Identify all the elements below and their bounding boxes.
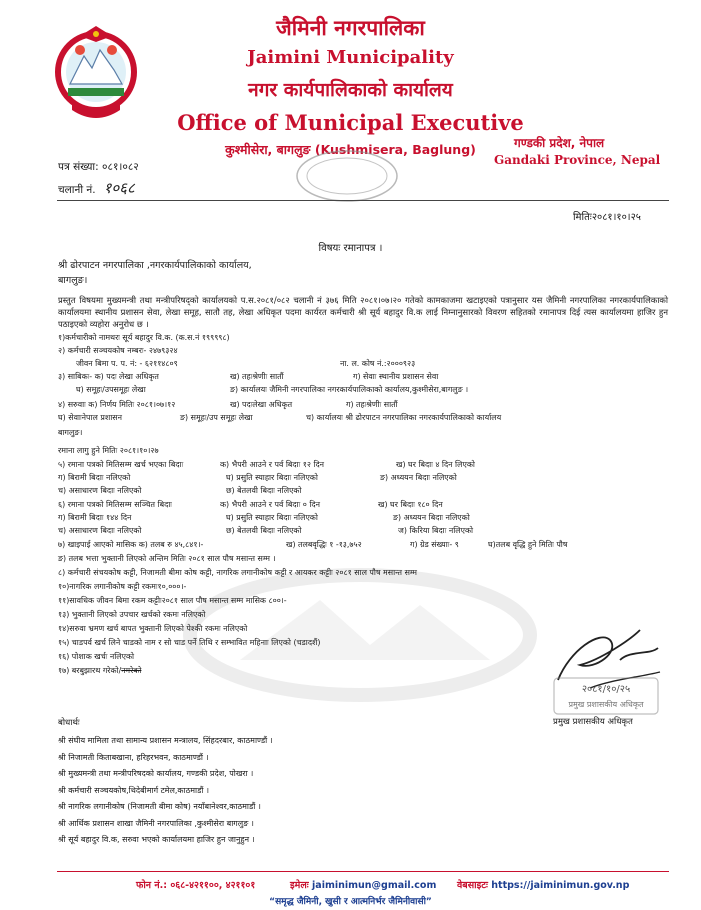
dispatch-label: चलानी नं. [58,184,96,196]
email-link[interactable]: jaiminimun@gmail.com [312,880,437,891]
detail-line [58,666,141,676]
signatory-title: प्रमुख प्रशासकीय अधिकृत [553,717,633,727]
detail-item: ४) सरुवाः क) निर्णय मितिः २०८१।०७।१२ [58,400,176,409]
detail-item: बागलुङ। [58,428,83,437]
signature-stamp-icon [552,676,660,716]
detail-item: घ) समूहः/उपसमूहः लेखा [76,385,146,394]
detail-item: ग) ग्रेड संख्याः- ९ [410,540,459,549]
detail-item: ग) सेवाः स्थानीय प्रशासन सेवा [353,372,439,381]
detail-line: ८) कर्मचारी संचयकोष कट्टी, निजामती बीमा कोष कट्टी, नागरिक लगानीकोष कट्टी र आयकर कट्टीः २०८१ साल पौष मसान्त सम्म [58,568,417,577]
handover-text: १७) बरबुझारथ गरेको/ [58,666,122,675]
detail-item: ना. ल. कोष नं.:२०००९२३ [340,359,416,368]
detail-item: ख) तहःश्रेणीः सातौं [230,372,284,381]
cc-item: श्री सूर्य बहादुर वि.क, सरुवा भएको कार्यालयमा हाजिर हुन जानुहुन । [58,835,255,844]
office-name-nepali: नगर कार्यपालिकाको कार्यालय [248,79,453,101]
province-english: Gandaki Province, Nepal [494,153,661,167]
cc-item: श्री निजामती किताबखाना, हरिहरभवन, काठमाण्डौं । [58,752,209,762]
province-nepali: गण्डकी प्रदेश, नेपाल [514,136,605,150]
website-label: वेबसाइटः [457,880,488,891]
stamp-title: प्रमुख प्रशासकीय अधिकृत [568,700,644,709]
detail-item: क) भैपरी आउने र पर्व बिदाः १२ दिन [220,460,325,469]
municipality-name-nepali: जैमिनी नगरपालिका [276,16,425,40]
detail-item: जीवन बिमा प. प. नं: - ६२११४८०९ [76,359,178,368]
body-paragraph: प्रस्तुत विषयमा मुख्यमन्त्री तथा मन्त्रीपरिषद्को कार्यालयको प.स.२०८१/०८२ चलानी नं ३७६ मिति २०८१।०७।२० गतेको कामकाजमा खटाइएको पत्रानुसार यस जैमिनी नगरपालिका नगरकार्यपालिकाको कार्यालयमा स्थानीय प्रशासन सेवा, लेखा समूह, सातौ तह, लेखा अधिकृत पदमा कार्यरत कर्मचारी श्री सूर्य बहादुर वि.क लाई निम्नानुसारको विवरण सहितको रमानापत्र दिई त्यस कार्यालयमा हाजिर हुन पठाइएको व्यहोरा अनुरोध छ । [58,295,668,330]
municipality-name-english: Jaimini Municipality [247,47,454,68]
footer-phone: फोन नं.: ०६८-४२११००, ४२११०१ [136,880,256,891]
detail-item: ङ) अध्ययन बिदाः नलिएको [380,473,457,482]
footer-email [290,878,436,891]
detail-line: १०)नागरिक लगानीकोष कट्टी रकमः१०,०००।- [58,582,187,591]
detail-item: ख) तलबवृद्धिः १ -१३,७५२ [286,540,362,549]
footer-divider [57,871,669,872]
dispatch-number [58,178,135,198]
office-seal-icon [292,148,402,204]
detail-item: ग) बिरामी बिदाः नलिएको [58,473,131,482]
detail-item: ५) रमाना पत्रको मितिसम्म खर्च भएका बिदाः [58,460,184,469]
detail-line: २) कर्मचारी सञ्चयकोष नम्बरः- २४७९३२४ [58,346,178,355]
office-location: कुश्मीसेरा, बागलुङ (Kushmisera, Baglung) [225,142,476,157]
detail-item: ७) खाइपाई आएको मासिक क) तलब रु ४५,८४१।- [58,540,204,549]
detail-line: १५) चाडपर्व खर्च लिने चाडको नाम र सो चाड पर्ने तिथि र सम्भावित महिनाः लिएको (चडादशैं) [58,638,321,647]
detail-item: ३) साबिकः- क) पदः लेखा अधिकृत [58,372,159,381]
cc-list [58,733,273,849]
cc-label: बोधार्थः [58,718,80,728]
footer-motto: “समृद्ध जैमिनी, खुसी र आत्मनिर्भर जैमिनीवासी” [269,897,432,907]
detail-item: ङ) समूहः/उप समूहः लेखा [180,413,253,422]
detail-item: ग) तहःश्रेणीः सातौं [346,400,398,409]
cc-item: श्री मुख्यमन्त्री तथा मन्त्रीपरिषदको कार्यालय, गण्डकी प्रदेश, पोखरा । [58,769,254,778]
letter-date: मितिः२०८१।१०।२५ [572,212,641,223]
detail-item: छ) बेतलवी बिदाः नलिएको [226,526,302,535]
header-divider [57,200,669,201]
detail-item: घ)तलब वृद्धि हुने मितिः पौष [488,540,568,549]
detail-line: १४)सरुवा भ्रमण खर्च बापत भुक्तानी लिएको पेश्की रकमः नलिएको [58,624,248,633]
detail-line: १)कर्मचारीको नामथरः सूर्य बहादुर वि.क. (क.स.नं १९९९९८) [58,333,230,342]
detail-item: ज) किरिया बिदाः नलिएको [398,526,474,535]
detail-line: १६) पोशाक खर्चः नलिएको [58,652,135,661]
detail-item: च) कार्यालयः श्री ढोरपाटन नगरपालिका नगरकार्यपालिकाको कार्यालय [306,413,502,422]
cc-item: श्री आर्थिक प्रशासन शाखा जैमिनी नगरपालिका ,कुश्मीसेरा बागलुङ । [58,818,254,828]
letter-subject: विषयः रमानापत्र । [318,243,383,254]
detail-item: ङ) अध्ययन बिदाः नलिएको [393,513,470,522]
detail-item: रमाना लागु हुने मितिः २०८१।१०।२७ [58,446,159,455]
detail-item: घ) प्रसुति स्याहार बिदाः नलिएको [226,513,318,522]
cc-item: श्री संघीय मामिला तथा सामान्य प्रशासन मन्त्रालय, सिंहदरबार, काठमाण्डौं । [58,736,273,745]
recipient-line: बागलुङ। [58,275,88,286]
recipient-line: श्री ढोरपाटन नगरपालिका ,नगरकार्यपालिकाको कार्यालय, [58,260,252,271]
recipient-block [58,258,252,288]
cc-item: श्री नागरिक लगानीकोष (निजामती बीमा कोष) नयाँबानेश्वर,काठमाडौं । [58,802,261,811]
watermark-emblem [180,560,540,710]
stamp-date: २०८१/१०/२५ [581,684,631,695]
detail-item: छ) बेतलवी बिदाः नलिएको [226,486,302,495]
office-name-english: Office of Municipal Executive [177,110,524,135]
detail-item: ख) पदःलेखा अधिकृत [230,400,293,409]
website-link[interactable]: https://jaiminimun.gov.np [491,880,630,891]
dispatch-value: १०६८ [103,179,135,197]
handover-struck: नगरेको [121,666,142,675]
detail-line: १३) भुक्तानी लिएको उपचार खर्चको रकमः नलिएको [58,610,206,619]
cc-item: श्री कर्मचारी सञ्चयकोष,थिदेबीमार्ग टमेल,काठमाडौं । [58,785,210,795]
detail-item: घ) प्रसुति स्याहार बिदाः नलिएको [226,473,318,482]
detail-item: ६) रमाना पत्रको मितिसम्म सञ्चित बिदाः [58,500,172,509]
footer-website [457,878,629,891]
detail-item: ख) घर बिदाः १८० दिन [378,500,443,509]
email-label: इमेलः [290,880,309,891]
detail-item: क) भैपरी आउने र पर्व बिदाः ० दिन [220,500,320,509]
detail-item: च) असाधारण बिदाः नलिएको [58,526,142,535]
detail-item: ग) बिरामी बिदाः १४४ दिन [58,513,132,522]
detail-item: ख) घर बिदाः ४ दिन लिएको [396,460,475,469]
detail-item: घ) सेवाःनेपाल प्रशासन [58,413,122,422]
detail-item: च) असाधारण बिदाः नलिएको [58,486,142,495]
letter-number: पत्र संख्या: ०८१।०८२ [58,161,139,173]
detail-line: ११)सावधिक जीवन बिमा रकम कट्टीः२०८१ साल पौष मसान्त सम्म मासिक ८००।- [58,596,287,605]
detail-item: ङ) कार्यालयः जैमिनी नगरपालिका नगरकार्यपालिकाको कार्यालय,कुश्मीसेरा,बागलुङ । [230,385,469,394]
detail-line: ङ) तलब भत्ता भुक्तानी लिएको अन्तिम मितिः २०८१ साल पौष मसान्त सम्म । [58,554,276,563]
